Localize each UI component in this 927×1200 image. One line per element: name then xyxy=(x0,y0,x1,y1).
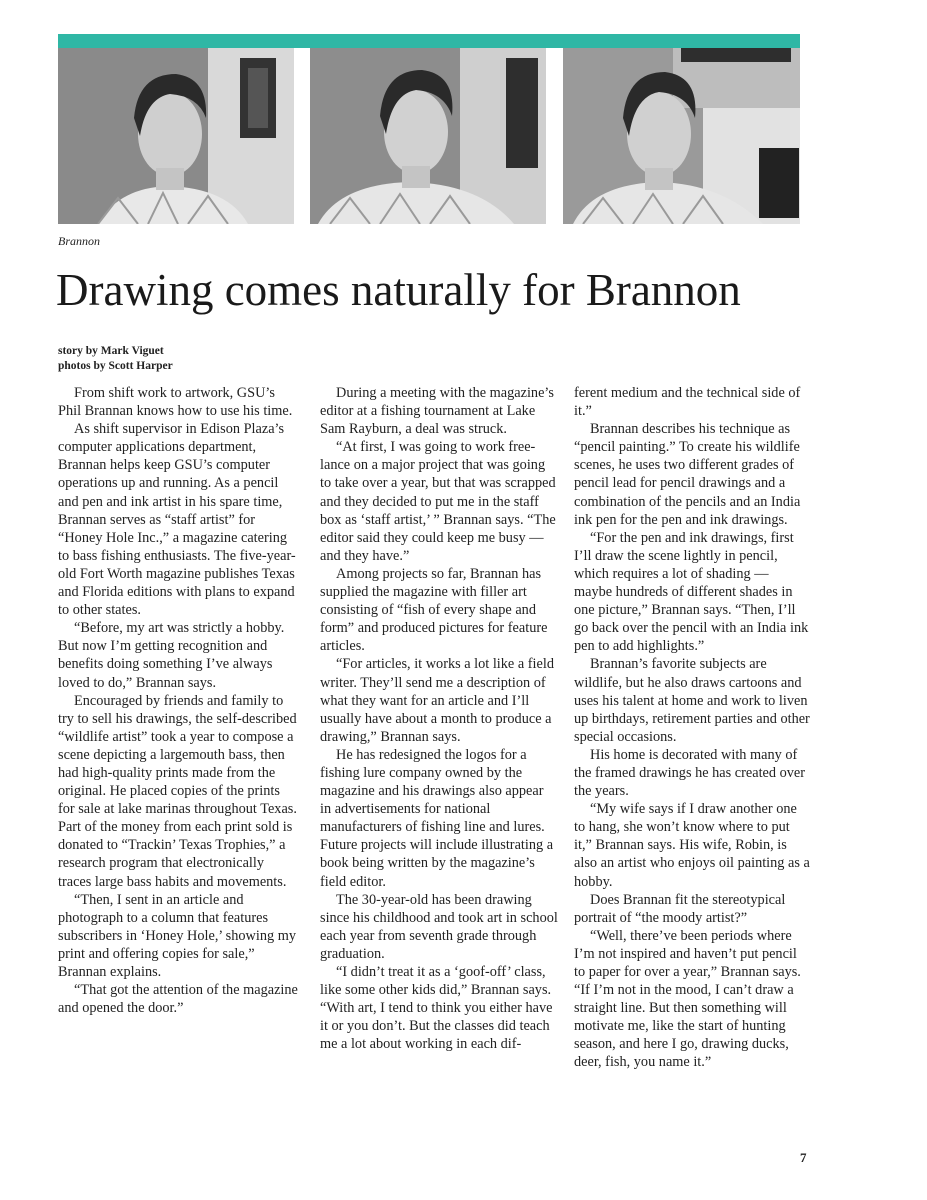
byline xyxy=(58,344,173,374)
paragraph: Brannan describes his technique as “pencil painting.” To create his wildlife scenes, he uses two different grades of pencil lead for pencil drawings and a combination of the pencils and an India ink pen for the pen and ink drawings. xyxy=(574,421,801,528)
paragraph: Encouraged by friends and family to try to sell his drawings, the self-described “wildlife artist” took a year to compose a scene depicting a largemouth bass, then had high-quality prints made from the original. He placed copies of the prints for sale at lake marinas throughout Texas. Part of the money from each print sold is donated to “Trackin’ Texas Trophies,” a research program that electronically traces large bass habits and movements. xyxy=(58,692,297,890)
accent-bar xyxy=(58,34,800,48)
photo-brannon-1 xyxy=(58,48,294,224)
paragraph: As shift supervisor in Edison Plaza’s computer applications department, Brannan helps keep GSU’s computer operations up and running. As a pencil and pen and ink artist in his spare time, Brannan serves as “staff artist” for “Honey Hole Inc.,” a magazine catering to bass fishing enthusiasts. The five-year-old Fort Worth magazine publishes Texas and Florida editions with plans to expand to other states. xyxy=(58,421,296,619)
paragraph: “Before, my art was strictly a hobby. But now I’m getting recognition and benefits doing something I’ve always loved to do,” Brannan says. xyxy=(58,620,285,691)
page-number: 7 xyxy=(800,1150,807,1165)
paragraph: “For articles, it works a lot like a field writer. They’ll send me a description of what they want for an article and I’ll usually have about a month to produce a drawing,” Brannan says. xyxy=(320,656,554,745)
headline: Drawing comes naturally for Brannon xyxy=(56,265,741,315)
paragraph: “Then, I sent in an article and photograph to a column that features subscribers in ‘Honey Hole,’ showing my print and offering copies for sale,” Brannan explains. xyxy=(58,891,296,980)
photo-caption: Brannon xyxy=(58,234,100,248)
article-column-2 xyxy=(320,384,558,1053)
paragraph: Brannan’s favorite subjects are wildlife, but he also draws cartoons and uses his talent at home and work to liven up birthdays, retirement parties and other special occasions. xyxy=(574,656,810,745)
paragraph: Does Brannan fit the stereotypical portrait of “the moody artist?” xyxy=(574,891,786,926)
photo-credit: photos by Scott Harper xyxy=(58,360,173,372)
paragraph: From shift work to artwork, GSU’s Phil Brannan knows how to use his time. xyxy=(58,385,293,420)
paragraph: During a meeting with the magazine’s editor at a fishing tournament at Lake Sam Rayburn, a deal was struck. xyxy=(320,385,554,438)
paragraph: Among projects so far, Brannan has supplied the magazine with filler art consisting of “fish of every shape and form” and produced pictures for feature articles. xyxy=(320,565,548,655)
article-column-3 xyxy=(574,384,810,1072)
article-column-1 xyxy=(58,384,298,1017)
paragraph: “Well, there’ve been periods where I’m not inspired and haven’t put pencil to paper for over a year,” Brannan says. “If I’m not in the mood, I can’t draw a straight line. But then something will motivate me, like the start of hunting season, and here I go, drawing ducks, deer, fish, you name it.” xyxy=(574,927,801,1071)
paragraph: The 30-year-old has been drawing since his childhood and took art in school each year from seventh grade through graduation. xyxy=(320,891,558,962)
paragraph: “I didn’t treat it as a ‘goof-off’ class, like some other kids did,” Brannan says. “With art, I tend to think you either have it or you don’t. But the classes did teach me a lot about working in each dif- xyxy=(320,964,553,1053)
paragraph: “My wife says if I draw another one to hang, she won’t know where to put it,” Brannan says. His wife, Robin, is also an artist who enjoys oil painting as a hobby. xyxy=(574,801,810,890)
paragraph: He has redesigned the logos for a fishing lure company owned by the magazine and his drawings also appear in advertisements for national manufacturers of fishing line and lures. Future projects will include illustrating a book being written by the magazine’s field editor. xyxy=(320,746,554,890)
paragraph: “That got the attention of the magazine and opened the door.” xyxy=(58,982,298,1017)
story-credit: story by Mark Viguet xyxy=(58,345,164,357)
paragraph: His home is decorated with many of the framed drawings he has created over the years. xyxy=(574,746,806,800)
paragraph: “At first, I was going to work free-lance on a major project that was going to take over a year, but that was scrapped and they decided to put me in the staff box as ‘staff artist,’ ” Brannan says. “The editor said they could keep me busy — and they have.” xyxy=(320,439,556,564)
paragraph: “For the pen and ink drawings, first I’ll draw the scene lightly in pencil, which requires a lot of shading — maybe hundreds of different shades in one picture,” Brannan says. “Then, I’ll go back over the pencil with an India ink pen to add highlights.” xyxy=(574,529,809,655)
photo-brannon-3 xyxy=(563,48,800,224)
paragraph: ferent medium and the technical side of it.” xyxy=(574,385,801,420)
photo-brannon-2 xyxy=(310,48,546,224)
